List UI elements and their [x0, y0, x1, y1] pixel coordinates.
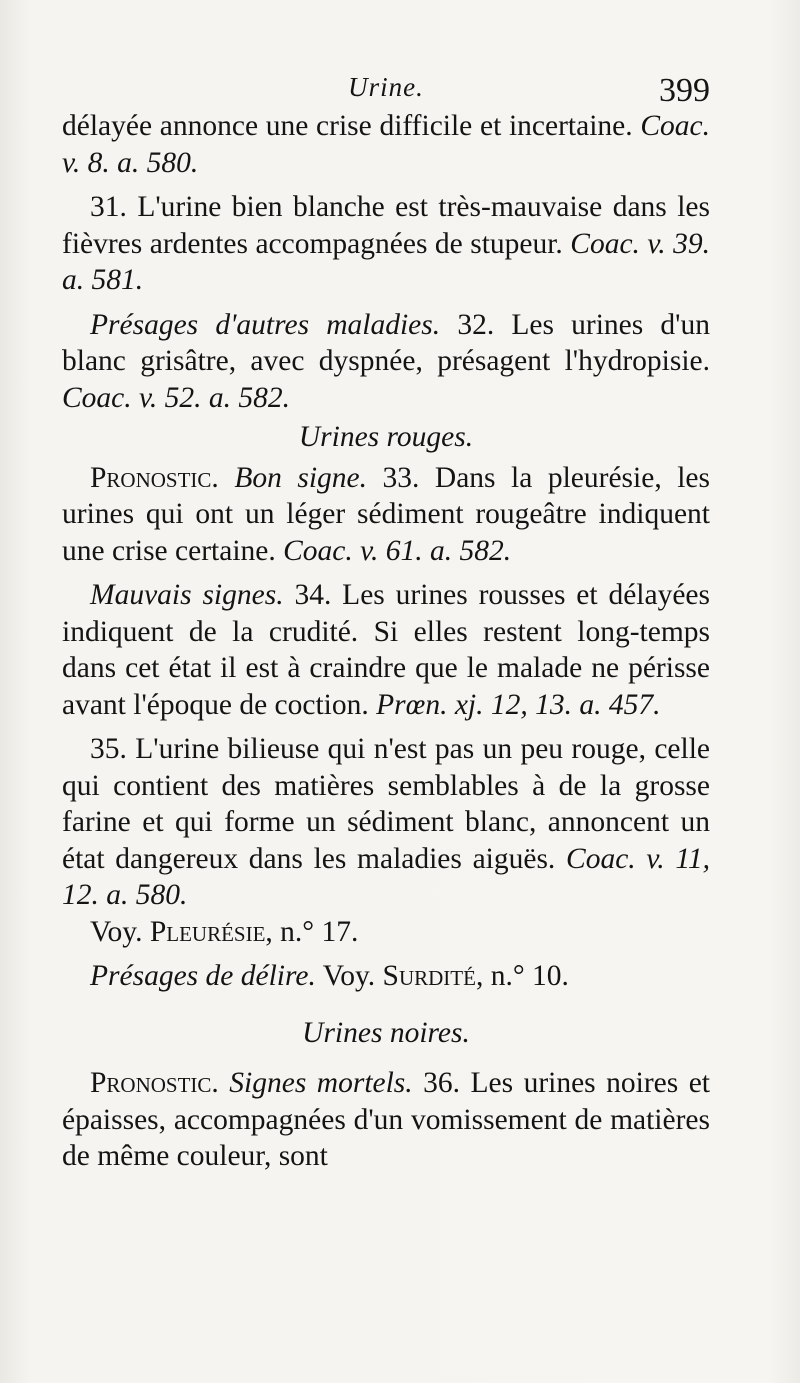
paragraph-heading: Mauvais signes. [90, 579, 284, 611]
citation: Coac. v. 11, 12. a. 580. [62, 842, 711, 911]
paragraph-heading: Présages de délire. [90, 960, 316, 992]
paragraph-continuation [62, 108, 710, 181]
paragraph-35 [62, 731, 710, 914]
citation: Coac. v. 8. a. 580. [62, 110, 710, 179]
paragraph-36 [62, 1065, 710, 1175]
paragraph-34 [62, 577, 710, 723]
voy-label: Voy. [90, 915, 143, 948]
reference-target: Surdité [382, 960, 476, 992]
section-title-urines-rouges: Urines rouges. [298, 421, 474, 453]
paragraph-32 [62, 307, 710, 417]
paragraph-31 [62, 189, 710, 299]
citation: Coac. v. 39. a. 581. [62, 227, 710, 296]
paragraph-text: 36. Les urines noires et épaisses, accompagnées d'un vomissement de matières de même couleur, sont [62, 1067, 710, 1172]
paragraph-text: 34. Les urines rousses et délayées indiquent de la crudité. Si elles restent long-temps dans cet état il est à craindre que le malade ne périsse avant l'époque de coction. [62, 579, 710, 721]
reference-number: , n.° 17. [265, 915, 359, 948]
citation: Prœn. xj. 12, 13. a. 457. [376, 688, 661, 721]
paragraph-heading: Signes mortels. [229, 1067, 413, 1099]
paragraph-33 [62, 460, 710, 570]
paragraph-text: 35. L'urine bilieuse qui n'est pas un peu rouge, celle qui contient des matières semblables à de la grosse farine et qui forme un sédiment blanc, annoncent un état dangereux dans les maladies aiguës. [62, 733, 710, 875]
cross-reference-surdite [62, 958, 710, 995]
cross-reference-pleuresie [62, 914, 710, 951]
running-head: Urine. [348, 72, 424, 102]
section-title-urines-noires: Urines noires. [302, 1016, 470, 1049]
paragraph-heading: Bon signe. [234, 461, 367, 494]
paragraph-text: 31. L'urine bien blanche est très-mauvaise dans les fièvres ardentes accompagnées de stupeur. [62, 191, 710, 260]
pronostic-label: Pronostic. [90, 1067, 219, 1099]
citation: Coac. v. 52. a. 582. [62, 381, 291, 414]
page-number: 399 [659, 72, 710, 109]
reference-target: Pleurésie [149, 915, 266, 948]
paragraph-text: 32. Les urines d'un blanc grisâtre, avec dyspnée, présagent l'hydropisie. [62, 308, 710, 377]
paragraph-text: 33. Dans la pleurésie, les urines qui ont un léger sédiment rougeâtre indiquent une crise certaine. [62, 461, 710, 567]
pronostic-label: Pronostic. [90, 461, 219, 494]
page-header [62, 66, 710, 110]
voy-label: Voy. [322, 960, 376, 992]
paragraph-text: délayée annonce une crise difficile et incertaine. [62, 110, 633, 142]
reference-number: , n.° 10. [475, 960, 569, 992]
body-text [62, 108, 710, 1175]
citation: Coac. v. 61. a. 582. [283, 534, 512, 567]
paragraph-heading: Présages d'autres maladies. [90, 308, 441, 341]
